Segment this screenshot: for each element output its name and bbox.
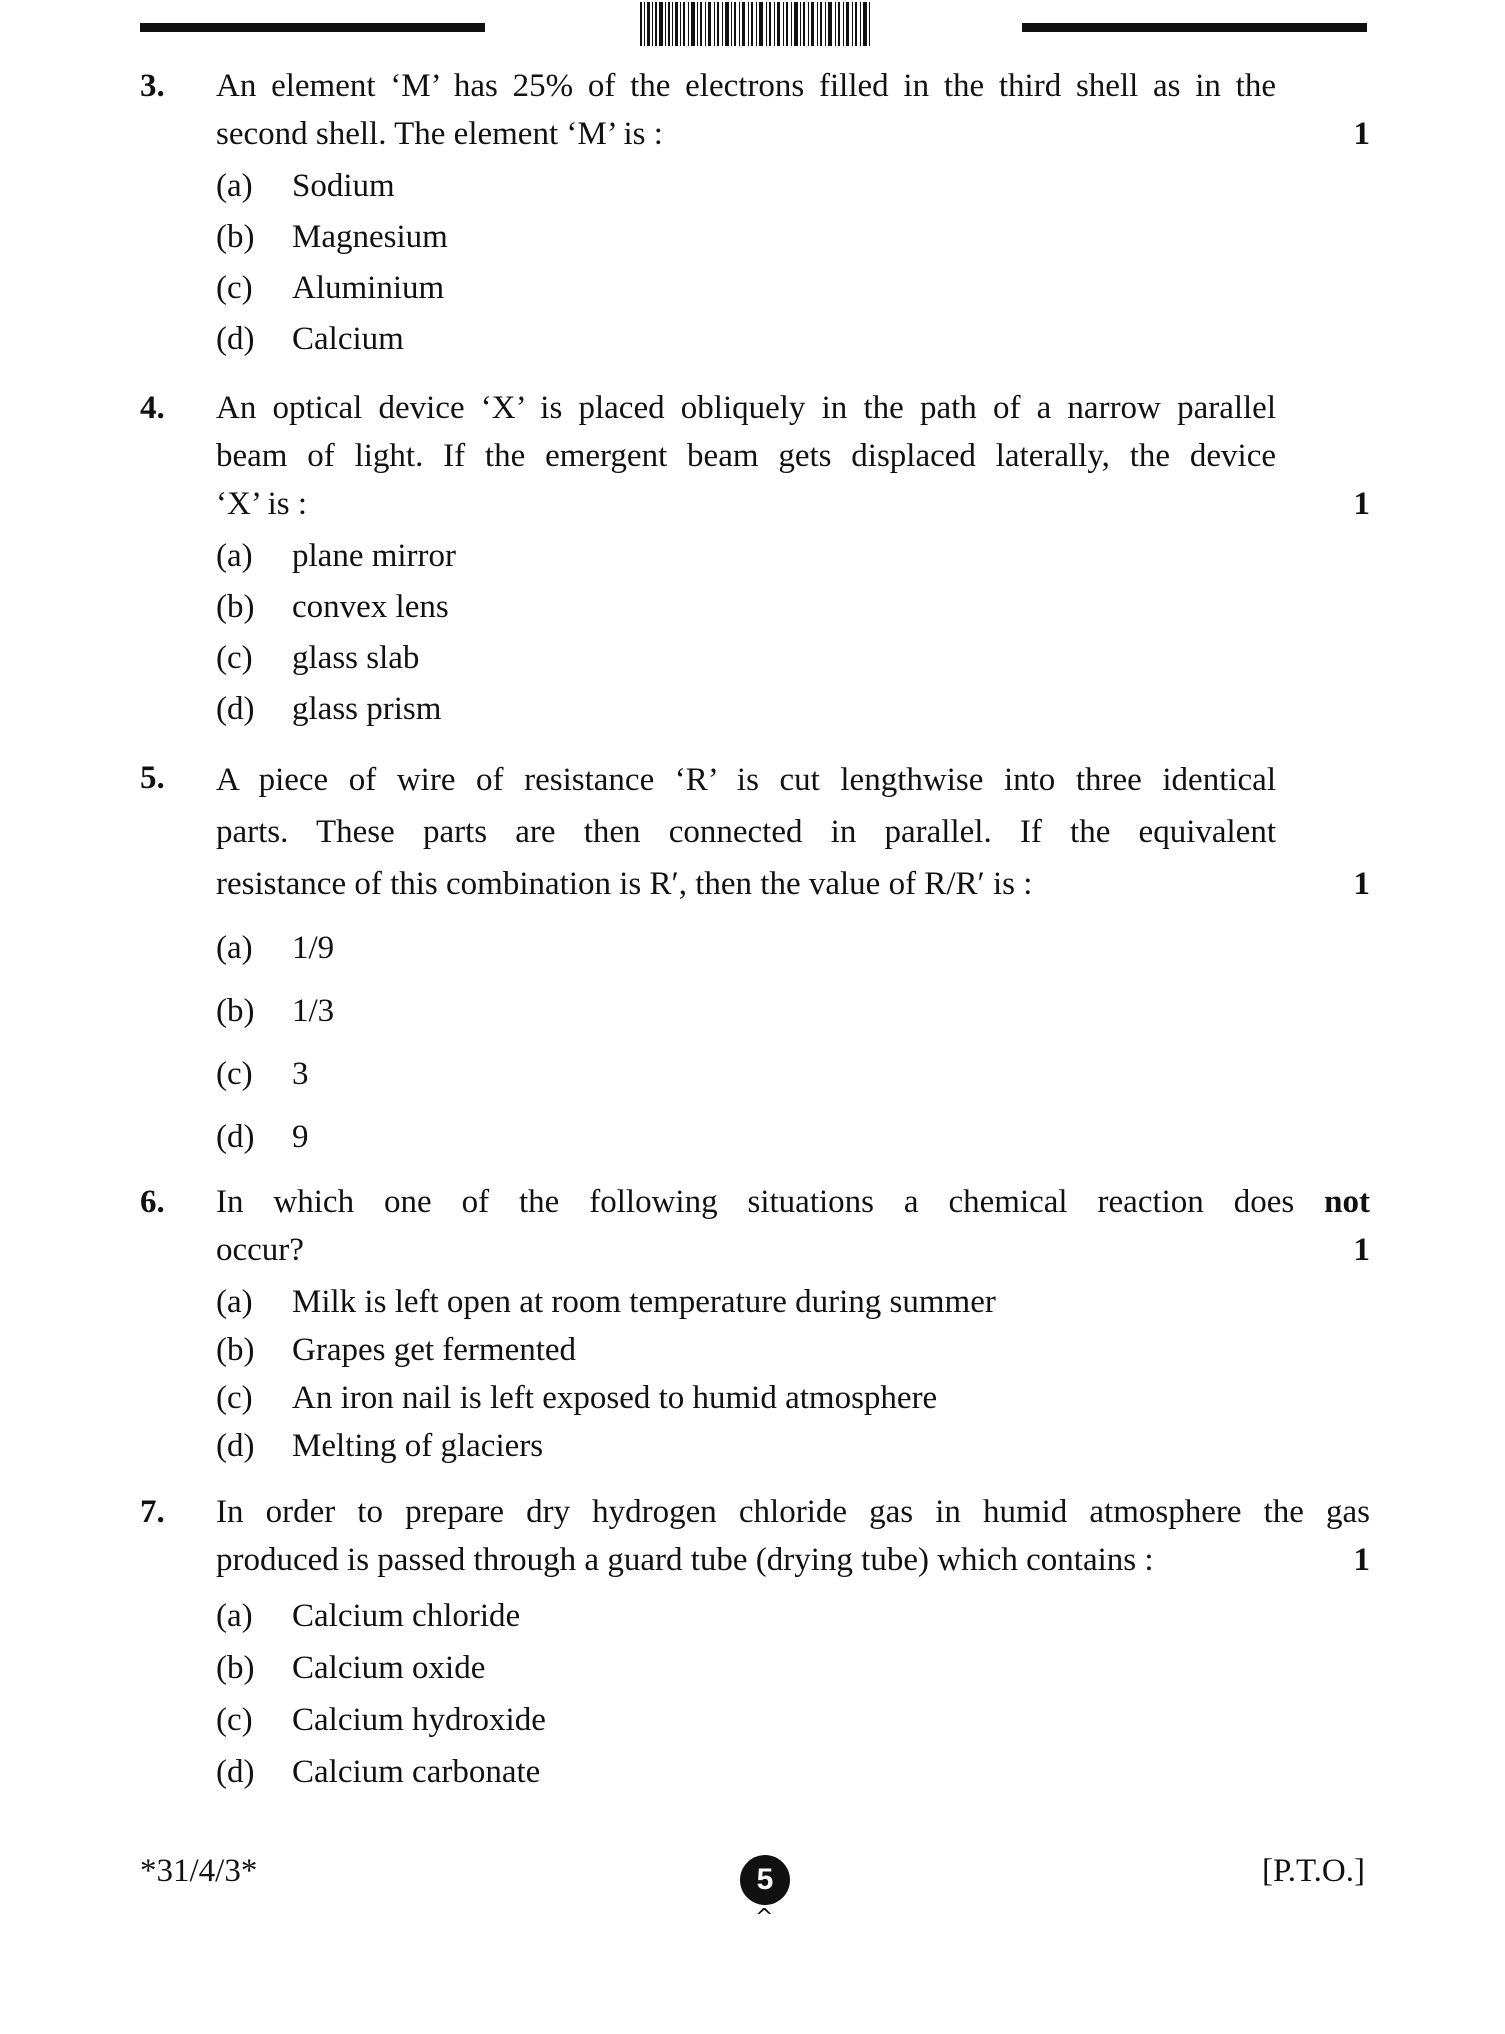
page-number-badge: 5 (740, 1855, 790, 1905)
barcode-icon (640, 0, 870, 48)
option-text: convex lens (292, 589, 449, 625)
header-rule-right (1022, 23, 1367, 32)
option-text: 1/3 (292, 993, 335, 1029)
question-marks: 1 (1353, 866, 1370, 902)
option (216, 1644, 485, 1692)
option-text: An iron nail is left exposed to humid atmosphere (292, 1380, 938, 1416)
please-turn-over: [P.T.O.] (1262, 1853, 1365, 1889)
question-number: 4. (140, 390, 165, 426)
option-text: plane mirror (292, 538, 457, 574)
option (216, 987, 334, 1035)
option-label: (a) (216, 930, 253, 966)
question-text (216, 754, 1276, 910)
question-line: A piece of wire of resistance ‘R’ is cut lengthwise into three identical (216, 762, 1276, 798)
option (216, 1374, 937, 1422)
question-marks: 1 (1353, 486, 1370, 522)
option-text: glass slab (292, 640, 420, 676)
option-text: Calcium (292, 321, 404, 357)
option (216, 1696, 546, 1744)
option (216, 532, 456, 580)
option (216, 1592, 520, 1640)
question-line: An optical device ‘X’ is placed obliquely in the path of a narrow parallel (216, 390, 1276, 426)
option (216, 924, 334, 972)
option-label: (d) (216, 1428, 255, 1464)
option (216, 213, 448, 261)
option (216, 1050, 309, 1098)
question-marks: 1 (1353, 1232, 1370, 1268)
option-text: Calcium hydroxide (292, 1702, 546, 1738)
option-label: (a) (216, 538, 253, 574)
option-text: Sodium (292, 168, 395, 204)
question-text (216, 62, 1276, 158)
option-label: (d) (216, 691, 255, 727)
option-label: (a) (216, 1284, 253, 1320)
option (216, 583, 449, 631)
question-marks: 1 (1353, 1542, 1370, 1578)
option-label: (d) (216, 321, 255, 357)
question-number: 7. (140, 1494, 165, 1530)
option-text: Calcium carbonate (292, 1754, 541, 1790)
option-label: (c) (216, 640, 253, 676)
option (216, 1422, 543, 1470)
question-line: beam of light. If the emergent beam gets displaced laterally, the device (216, 438, 1276, 474)
option-text: Magnesium (292, 219, 448, 255)
paper-code: *31/4/3* (140, 1853, 258, 1889)
option (216, 264, 444, 312)
option-label: (a) (216, 1598, 253, 1634)
question-line: ‘X’ is : (216, 486, 308, 522)
question-text (216, 384, 1276, 528)
emphasis-not: not (1324, 1184, 1371, 1220)
option-text: Milk is left open at room temperature during summer (292, 1284, 996, 1320)
question-marks: 1 (1353, 116, 1370, 152)
question-number: 3. (140, 68, 165, 104)
option-label: (c) (216, 1702, 253, 1738)
option (216, 162, 395, 210)
option-label: (b) (216, 589, 255, 625)
option-text: Melting of glaciers (292, 1428, 544, 1464)
option-label: (d) (216, 1119, 255, 1155)
option-label: (b) (216, 1332, 255, 1368)
option-text: Calcium oxide (292, 1650, 486, 1686)
question-text (216, 1488, 1370, 1584)
question-number: 5. (140, 760, 165, 796)
option (216, 1278, 996, 1326)
option-label: (b) (216, 1650, 255, 1686)
option-label: (d) (216, 1754, 255, 1790)
option-label: (b) (216, 219, 255, 255)
question-text (216, 1178, 1370, 1274)
question-line (216, 1178, 1370, 1226)
option-label: (c) (216, 1380, 253, 1416)
option-text: Calcium chloride (292, 1598, 521, 1634)
question-line: resistance of this combination is R′, then the value of R/R′ is : (216, 866, 1033, 902)
option (216, 1326, 576, 1374)
question-line-text: In which one of the following situations a chemical reaction does (216, 1184, 1295, 1220)
option-text: Aluminium (292, 270, 445, 306)
question-line: parts. These parts are then connected in parallel. If the equivalent (216, 814, 1276, 850)
option-label: (b) (216, 993, 255, 1029)
option (216, 315, 404, 363)
option (216, 634, 419, 682)
header-rule-left (140, 23, 485, 32)
option-label: (a) (216, 168, 253, 204)
question-line: In order to prepare dry hydrogen chloride gas in humid atmosphere the gas (216, 1494, 1370, 1530)
option-text: Grapes get fermented (292, 1332, 577, 1368)
option-text: 9 (292, 1119, 309, 1155)
question-line: An element ‘M’ has 25% of the electrons filled in the third shell as in the (216, 68, 1276, 104)
option-text: 1/9 (292, 930, 335, 966)
option (216, 685, 441, 733)
question-line: produced is passed through a guard tube (drying tube) which contains : (216, 1542, 1154, 1578)
option (216, 1748, 540, 1796)
caret-icon: ^ (755, 1905, 774, 1930)
option-label: (c) (216, 1056, 253, 1092)
question-line: second shell. The element ‘M’ is : (216, 116, 663, 152)
option-text: 3 (292, 1056, 309, 1092)
option-label: (c) (216, 270, 253, 306)
option-text: glass prism (292, 691, 442, 727)
question-number: 6. (140, 1184, 165, 1220)
option (216, 1113, 309, 1161)
question-line: occur? (216, 1232, 304, 1268)
